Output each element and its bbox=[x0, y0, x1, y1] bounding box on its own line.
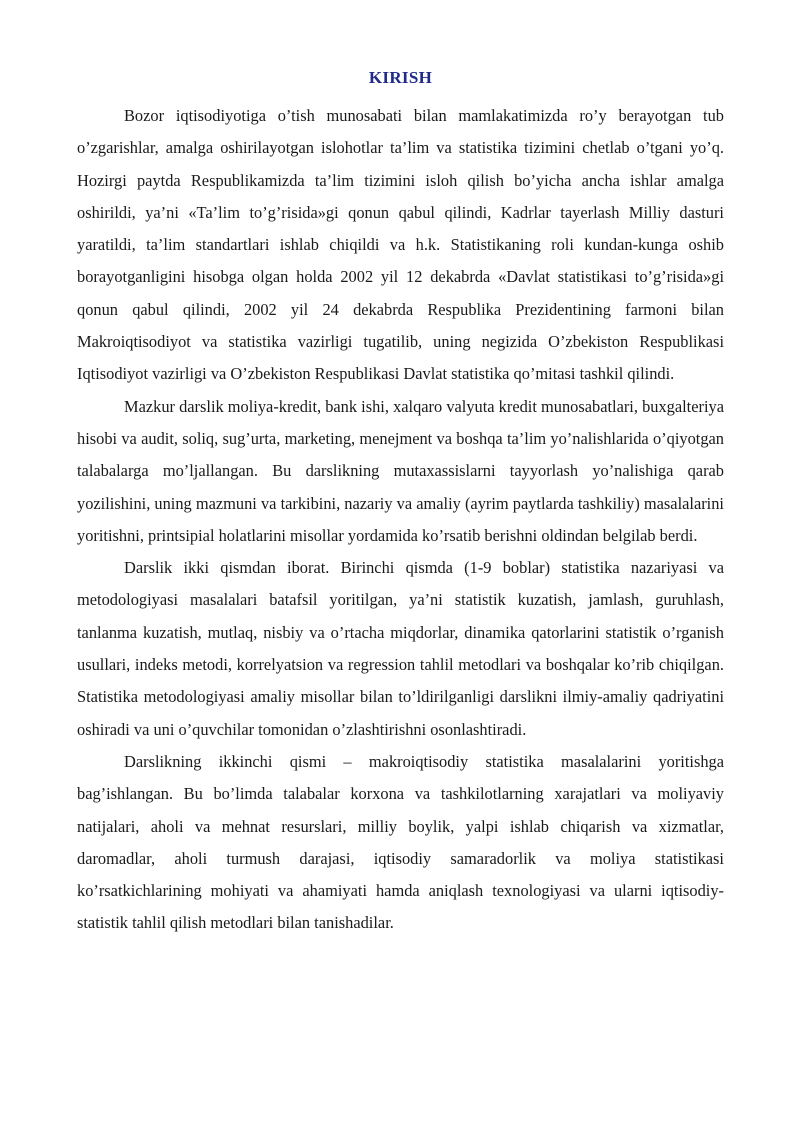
document-page bbox=[77, 68, 724, 940]
paragraph-1: Bozor iqtisodiyotiga o’tish munosabati bilan mamlakatimizda ro’y berayotgan tub o’zgarishlar, amalga oshirilayotgan islohotlar ta’lim va statistika tizimini chetlab o’tgani yo’q. Hozirgi paytda Respublikamizda ta’lim tizimini isloh qilish bo’yicha ancha ishlar amalga oshirildi, ya’ni «Ta’lim to’g’risida»gi qonun qabul qilindi, Kadrlar tayerlash Milliy dasturi yaratildi, ta’lim standartlari ishlab chiqildi va h.k. Statistikaning roli kundan-kunga oshib borayotganligini hisobga olgan holda 2002 yil 12 dekabrda «Davlat statistikasi to’g’risida»gi qonun qabul qilindi, 2002 yil 24 dekabrda Respublika Prezidentining farmoni bilan Makroiqtisodiyot va statistika vazirligi tugatilib, uning negizida O’zbekiston Respublikasi Iqtisodiyot vazirligi va O’zbekiston Respublikasi Davlat statistika qo’mitasi tashkil qilindi. bbox=[77, 106, 724, 384]
paragraph-4: Darslikning ikkinchi qismi – makroiqtisodiy statistika masalalarini yoritishga bag’ishlangan. Bu bo’limda talabalar korxona va tashkilotlarning xarajatlari va moliyaviy natijalari, aholi va mehnat resurslari, milliy boylik, yalpi ishlab chiqarish va xizmatlar, daromadlar, aholi turmush darajasi, iqtisodiy samaradorlik va moliya statistikasi ko’rsatkichlarining mohiyati va ahamiyati hamda aniqlash texnologiyasi va ularni iqtisodiy-statistik tahlil qilish metodlari bilan tanishadilar. bbox=[77, 751, 724, 933]
page-title: KIRISH bbox=[368, 68, 433, 87]
paragraph-2: Mazkur darslik moliya-kredit, bank ishi, xalqaro valyuta kredit munosabatlari, buxgalteriya hisobi va audit, soliq, sug’urta, marketing, menejment va boshqa ta’lim yo’nalishlarida o’qiyotgan talabalarga mo’ljallangan. Bu darslikning mutaxassislarni tayyorlash yo’nalishiga qarab yozilishini, uning mazmuni va tarkibini, nazariy va amaliy (ayrim paytlarda tashkiliy) masalalarini yoritishni, printsipial holatlarini misollar yordamida ko’rsatib berishni oldindan belgilab berdi. bbox=[77, 396, 724, 545]
paragraph-3: Darslik ikki qismdan iborat. Birinchi qismda (1-9 boblar) statistika nazariyasi va metodologiyasi masalalari batafsil yoritilgan, ya’ni statistik kuzatish, jamlash, guruhlash, tanlanma kuzatish, mutlaq, nisbiy va o’rtacha miqdorlar, dinamika qatorlarini statistik o’rganish usullari, indeks metodi, korrelyatsion va regression tahlil metodlari va boshqalar ko’rib chiqilgan. Statistika metodologiyasi amaliy misollar bilan to’ldirilganligi darslikni ilmiy-amaliy qadriyatini oshiradi va uni o’quvchilar tomonidan o’zlashtirishni osonlashtiradi. bbox=[77, 558, 724, 739]
